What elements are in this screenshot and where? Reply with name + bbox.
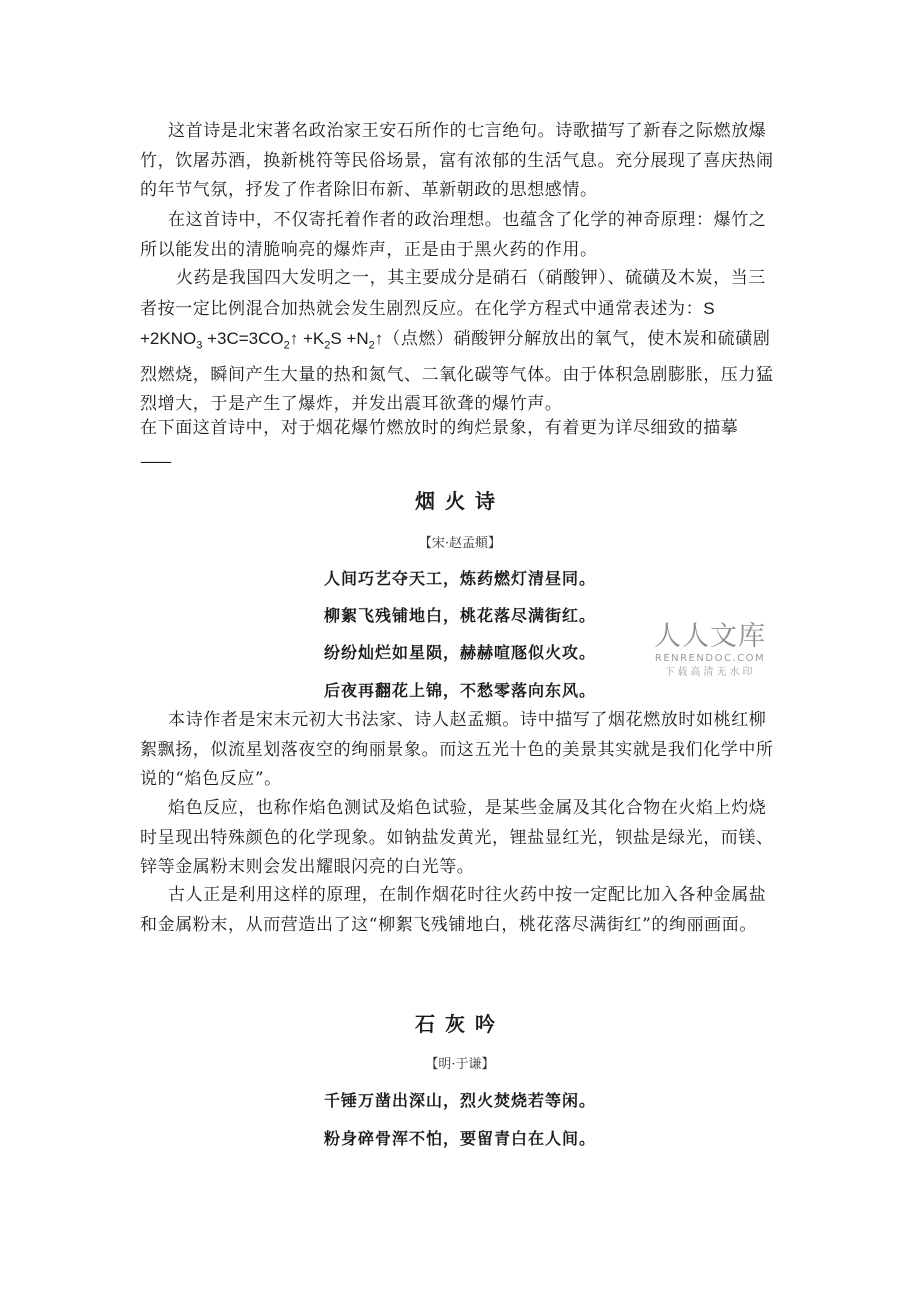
- poem2-title: 石灰吟: [415, 1012, 505, 1036]
- watermark-title: 人人文库: [654, 621, 766, 652]
- watermark-url: RENRENDOC.COM: [654, 653, 766, 664]
- analysis-paragraph-1: 本诗作者是宋末元初大书法家、诗人赵孟頫。诗中描写了烟花燃放时如桃红柳絮飘扬，似流星划落夜空的绚丽景象。而这五光十色的美景其实就是我们化学中所说的“焰色反应”。: [140, 710, 774, 789]
- poem1-line-1: 人间巧艺夺天工，炼药燃灯清昼同。: [323, 569, 596, 588]
- poem2-line-1: 千锤万凿出深山，烈火焚烧若等闲。: [323, 1091, 596, 1110]
- poem1-author: 【宋·赵孟頫】: [418, 536, 502, 551]
- gunpowder-paragraph: [140, 264, 780, 420]
- watermark-tagline: 下载高清无水印: [664, 667, 756, 678]
- poem2-line-2: 粉身碎骨浑不怕，要留青白在人间。: [323, 1129, 596, 1148]
- analysis-paragraph-3: 古人正是利用这样的原理，在制作烟花时往火药中按一定配比加入各种金属盐和金属粉末，从而营造出了这“柳絮飞残铺地白，桃花落尽满街红”的绚丽画面。: [140, 885, 767, 935]
- poem1-line-2: 柳絮飞残铺地白，桃花落尽满街红。: [323, 606, 596, 625]
- poem1-line-4: 后夜再翻花上锦，不愁零落向东风。: [323, 681, 596, 700]
- gunpowder-text: 火药是我国四大发明之一，其主要成分是硝石（硝酸钾）、硫磺及木炭，当三者按一定比例混合加热就会发生剧烈反应。在化学方程式中通常表述为：: [140, 268, 766, 319]
- watermark-logo: [648, 622, 772, 680]
- chemical-equation: $S +2KNO_3$ $+3C=3CO_2↑ +K_2S$ $+N_2↑$: [140, 298, 715, 352]
- transition-paragraph: 在下面这首诗中，对于烟花爆竹燃放时的绚烂景象，有着更为详尽细致的描摹: [140, 418, 739, 438]
- poem1-line-3: 纷纷灿烂如星陨，赫赫喧豗似火攻。: [323, 643, 596, 662]
- em-dash: ——: [140, 452, 170, 472]
- gunpowder-text-rest: （点燃）硝酸钾分解放出的氧气，使木炭和硫磺剧烈燃烧，瞬间产生大量的热和氮气、二氧化碳等气体。由于体积急剧膨胀，压力猛烈增大，于是产生了爆炸，并发出震耳欲聋的爆竹声。: [140, 329, 774, 415]
- poem2-author: 【明·于谦】: [425, 1057, 495, 1072]
- analysis-paragraph-2: 焰色反应，也称作焰色测试及焰色试验，是某些金属及其化合物在火焰上灼烧时呈现出特殊颜色的化学现象。如钠盐发黄光，锂盐显红光，钡盐是绿光，而镁、锌等金属粉末则会发出耀眼闪亮的白光等。: [140, 798, 774, 877]
- intro-paragraph-1: 这首诗是北宋著名政治家王安石所作的七言绝句。诗歌描写了新春之际燃放爆竹，饮屠苏酒，换新桃符等民俗场景，富有浓郁的生活气息。充分展现了喜庆热闹的年节气氛，抒发了作者除旧布新、革新朝政的思想感情。: [140, 121, 774, 200]
- poem1-title: 烟火诗: [415, 489, 505, 513]
- intro-paragraph-2: 在这首诗中，不仅寄托着作者的政治理想。也蕴含了化学的神奇原理：爆竹之所以能发出的清脆响亮的爆炸声，正是由于黑火药的作用。: [140, 210, 767, 260]
